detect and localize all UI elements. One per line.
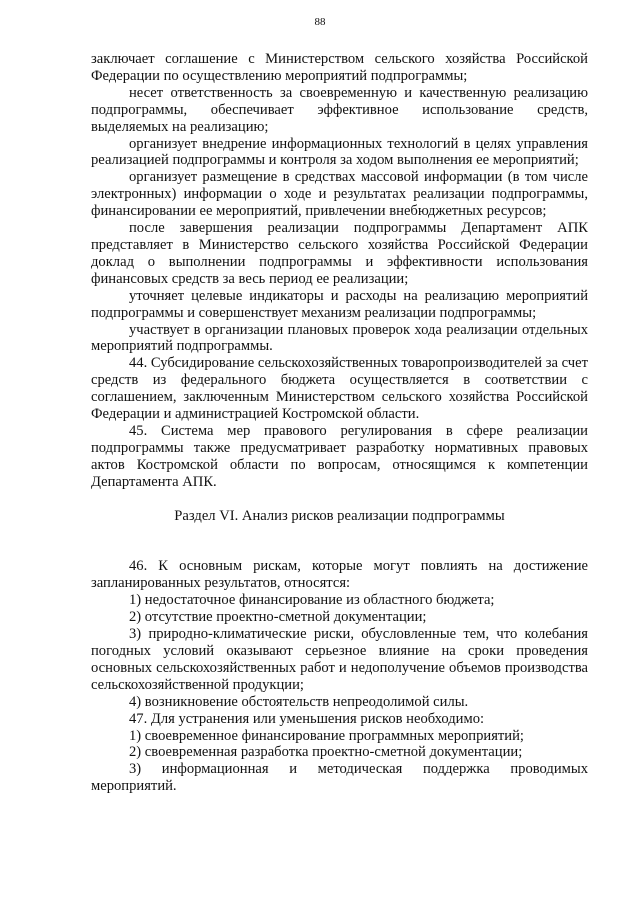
paragraph-item-45: 45. Система мер правового регулирования в сфере реализации подпрограммы также предусматривает разработку нормативных правовых актов Костромской области по вопросам, относящимся к компетенции Департамента АПК.	[91, 422, 588, 490]
paragraph: несет ответственность за своевременную и качественную реализацию подпрограммы, обеспечивает эффективное использование средств, выделяемых на реализацию;	[91, 84, 588, 135]
paragraph: заключает соглашение с Министерством сельского хозяйства Российской Федерации по осуществлению мероприятий подпрограммы;	[91, 51, 588, 84]
list-item: 3) природно-климатические риски, обусловленные тем, что колебания погодных условий оказывают серьезное влияние на сроки проведения основных сельскохозяйственных работ и недополучение объемов производства сельскохозяйственной продукции;	[91, 626, 588, 693]
section-heading: Раздел VI. Анализ рисков реализации подпрограммы	[174, 507, 505, 524]
paragraph: участвует в организации плановых проверок хода реализации отдельных мероприятий подпрограммы.	[91, 321, 588, 355]
list-item: 4) возникновение обстоятельств непреодолимой силы.	[129, 693, 469, 710]
list-item: 2) отсутствие проектно-сметной документации;	[129, 609, 427, 626]
paragraph: уточняет целевые индикаторы и расходы на реализацию мероприятий подпрограммы и совершенствует механизм реализации подпрограммы;	[91, 287, 588, 321]
paragraph-item-44: 44. Субсидирование сельскохозяйственных товаропроизводителей за счет средств из федерального бюджета осуществляется в соответствии с соглашением, заключенным Министерством сельского хозяйства Российской Федерации и администрацией Костромской области.	[91, 355, 588, 423]
paragraph: после завершения реализации подпрограммы Департамент АПК представляет в Министерство сельского хозяйства Российской Федерации доклад о выполнении подпрограммы и эффективности использования финансовых средств за весь период ее реализации;	[91, 220, 588, 287]
document-body	[91, 51, 588, 795]
paragraph-item-46: 46. К основным рискам, которые могут повлиять на достижение запланированных результатов, относятся:	[91, 558, 588, 592]
list-item: 2) своевременная разработка проектно-сметной документации;	[129, 744, 523, 761]
paragraph: организует внедрение информационных технологий в целях управления реализацией подпрограммы и контроля за ходом выполнения ее мероприятий;	[91, 135, 588, 169]
list-item: 3) информационная и методическая поддержка проводимых мероприятий.	[91, 761, 588, 795]
list-item: 1) недостаточное финансирование из областного бюджета;	[129, 592, 495, 609]
list-item: 1) своевременное финансирование программных мероприятий;	[129, 727, 524, 744]
page-number: 88	[314, 16, 326, 28]
paragraph-item-47: 47. Для устранения или уменьшения рисков необходимо:	[129, 710, 485, 727]
paragraph: организует размещение в средствах массовой информации (в том числе электронных) информации о ходе и результатах реализации подпрограммы, финансировании ее мероприятий, привлечении внебюджетных ресурсов;	[91, 169, 588, 220]
